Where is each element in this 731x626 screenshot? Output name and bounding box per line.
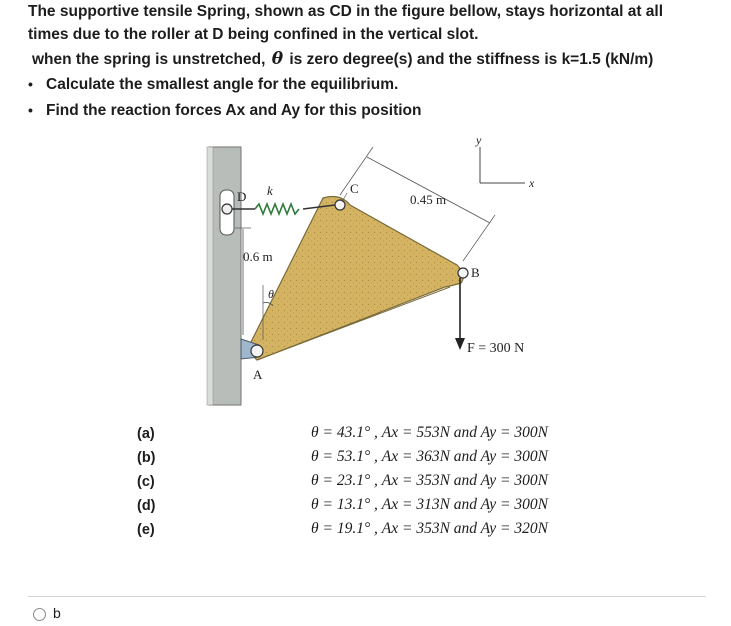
bracket-plate	[247, 197, 463, 360]
dim-045-line	[367, 157, 490, 223]
dim-045-ext-b	[463, 215, 495, 261]
option-b-text: θ = 53.1° , Ax = 363N and Ay = 300N	[311, 448, 548, 465]
answer-radio-label[interactable]: b	[53, 605, 61, 621]
pin-b	[458, 268, 468, 278]
axis-y-label: y	[476, 135, 482, 147]
wall	[209, 147, 241, 405]
bullet-text-2: Find the reaction forces Ax and Ay for this position	[46, 102, 422, 119]
bullet-text-1: Calculate the smallest angle for the equilibrium.	[46, 76, 399, 93]
spring-coil	[255, 204, 299, 214]
dim-045-label: 0.45 m	[410, 192, 447, 207]
divider	[28, 596, 706, 597]
option-d-text: θ = 13.1° , Ax = 313N and Ay = 300N	[311, 496, 548, 513]
option-d-letter: (d)	[137, 498, 156, 514]
bullet-dot-icon: •	[28, 76, 33, 92]
force-arrow-head	[455, 338, 465, 350]
label-k: k	[267, 183, 273, 198]
theta-label: θ	[268, 287, 274, 301]
mechanism-figure	[205, 135, 565, 410]
theta-symbol: θ	[271, 49, 284, 69]
pin-a	[251, 345, 263, 357]
roller-d	[222, 204, 232, 214]
wall-edge	[207, 147, 213, 405]
option-a-text: θ = 43.1° , Ax = 553N and Ay = 300N	[311, 424, 548, 441]
question-line-3-post: is zero degree(s) and the stiffness is k=1.5 (kN/m)	[289, 51, 654, 68]
question-line-2: times due to the roller at D being confined in the vertical slot.	[28, 26, 479, 43]
label-c: C	[350, 181, 359, 196]
option-b-letter: (b)	[137, 450, 156, 466]
bullet-item-1	[28, 72, 398, 97]
pin-c	[335, 200, 345, 210]
question-line-3	[32, 47, 653, 72]
axis-x-label: x	[529, 176, 535, 190]
label-b: B	[471, 265, 480, 280]
question-line-3-pre: when the spring is unstretched,	[32, 51, 266, 68]
option-c-text: θ = 23.1° , Ax = 353N and Ay = 300N	[311, 472, 548, 489]
option-e-text: θ = 19.1° , Ax = 353N and Ay = 320N	[311, 520, 548, 537]
option-c-letter: (c)	[137, 474, 155, 490]
label-a: A	[253, 367, 263, 382]
label-d: D	[237, 189, 247, 204]
bullet-item-2	[28, 98, 421, 123]
option-e-letter: (e)	[137, 522, 155, 538]
answer-radio[interactable]	[33, 608, 46, 621]
bullet-dot-icon: •	[28, 102, 33, 118]
option-a-letter: (a)	[137, 426, 155, 442]
dim-06-label: 0.6 m	[243, 249, 273, 264]
force-label: F = 300 N	[467, 341, 525, 356]
question-line-1: The supportive tensile Spring, shown as CD in the figure bellow, stays horizontal at all	[28, 3, 664, 20]
